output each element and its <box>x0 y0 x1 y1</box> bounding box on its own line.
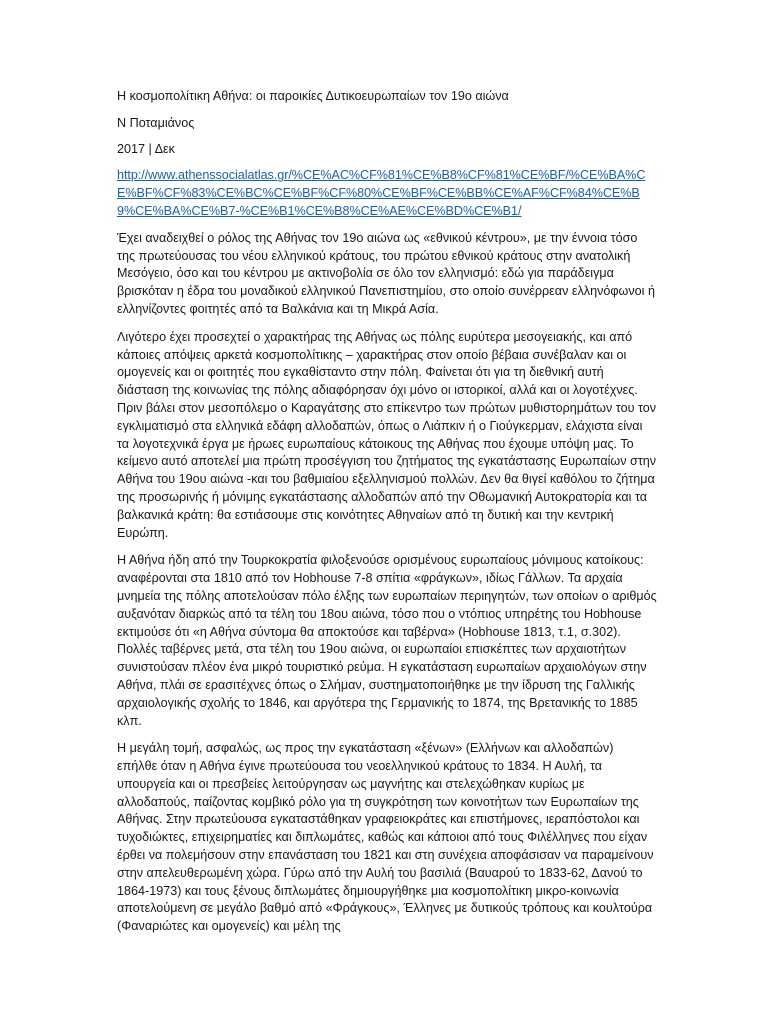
paragraph-1: Έχει αναδειχθεί ο ρόλος της Αθήνας τον 19ο αιώνα ως «εθνικού κέντρου», με την έννοια τόσο της πρωτεύουσας του νέου ελληνικού κράτους, του πρώτου εθνικού κράτους στην ανατολική Μεσόγειο, όσο και του κέντρου με ακτινοβολία σε όλο τον ελληνισμό: εδώ για παράδειγμα βρισκόταν η έδρα του μοναδικού ελληνικού Πανεπιστημίου, στο οποίο συνέρρεαν ελληνόφωνοι ή ελληνίζοντες φοιτητές από τα Βαλκάνια και τη Μικρά Ασία. <box>117 230 655 316</box>
paragraph-3: Η Αθήνα ήδη από την Τουρκοκρατία φιλοξενούσε ορισμένους ευρωπαίους μόνιμους κατοίκους: αναφέρονται στα 1810 από τον Hobhouse 7-8 σπίτια «φράγκων», ιδίως Γάλλων. Τα αρχαία μνημεία της πόλης αποτελούσαν πόλο έλξης των ευρωπαίων περιηγητών, των οποίων ο αριθμός αυξανόταν διαρκώς από τα τέλη του 18ου αιώνα, τόσο που ο ντόπιος υπηρέτης του Hobhouse εκτιμούσε ότι «η Αθήνα σύντομα θα αποκτούσε και ταβέρνα» (Hobhouse 1813, τ.1, σ.302). Πολλές ταβέρνες μετά, στα τέλη του 19ου αιώνα, οι ευρωπαίοι επισκέπτες των αρχαιοτήτων συνιστούσαν πλέον ένα μικρό τουριστικό ρεύμα. Η εγκατάσταση ευρωπαίων αρχαιολόγων στην Αθήνα, πλάι σε ερασιτέχνες όπως ο Σλήμαν, συστηματοποιήθηκε με την ίδρυση της Γαλλικής αρχαιολογικής σχολής το 1846, και αργότερα της Γερμανικής το 1874, της Βρετανικής το 1885 κλπ. <box>117 553 657 728</box>
document-page <box>117 88 657 946</box>
paragraph-2: Λιγότερο έχει προσεχτεί ο χαρακτήρας της Αθήνας ως πόλης ευρύτερα μεσογειακής, και από κάποιες απόψεις αρκετά κοσμοπολίτικης – χαρακτήρας στον οποίο βέβαια συνέβαλαν και οι ομογενείς και οι φοιτητές που εγκαθίσταντο στην πόλη. Φαίνεται ότι για τη διεθνική αυτή διάσταση της κοινωνίας της πόλης αδιαφόρησαν όχι μόνο οι ιστορικοί, αλλά και οι λογοτέχνες. Πριν βάλει στον μεσοπόλεμο ο Καραγάτσης στο επίκεντρο των πρώτων μυθιστορημάτων του τον εγκλιματισμό στα ελληνικά εδάφη αλλοδαπών, όπως ο Λιάπκιν ή ο Γιούγκερμαν, ελάχιστα είναι τα λογοτεχνικά έργα με ήρωες ευρωπαίους κάτοικους της Αθήνας που έχουμε υπόψη μας. Το κείμενο αυτό αποτελεί μια πρώτη προσέγγιση του ζητήματος της εγκατάστασης Ευρωπαίων στην Αθήνα του 19ου αιώνα -και του βαθμιαίου εξελληνισμού πολλών. Δεν θα θιγεί καθόλου το ζήτημα της προσωρινής ή μόνιμης εγκατάστασης αλλοδαπών από την Οθωμανική Αυτοκρατορία και τα βαλκανικά κράτη: θα εστιάσουμε στις κοινότητες Αθηναίων από τη δυτική και την κεντρική Ευρώπη. <box>117 329 657 540</box>
document-date: 2017 | Δεκ <box>117 141 175 156</box>
source-link[interactable]: http://www.athenssocialatlas.gr/%CE%AC%CF%81%CE%B8%CF%81%CE%BF/%CE%BA%CE%BF%CF%83%CE%BC%CE%BF%CF%80%CE%BF%CE%BB%CE%AF%CF%84%CE%B9%CE%BA%CE%B7-%CE%B1%CE%B8%CE%AE%CE%BD%CE%B1/ <box>117 168 646 218</box>
document-author: Ν Ποταμιάνος <box>117 115 195 130</box>
document-title: Η κοσμοπολίτικη Αθήνα: οι παροικίες Δυτικοευρωπαίων τον 19ο αιώνα <box>117 89 509 103</box>
paragraph-4: Η μεγάλη τομή, ασφαλώς, ως προς την εγκατάσταση «ξένων» (Ελλήνων και αλλοδαπών) επήλθε όταν η Αθήνα έγινε πρωτεύουσα του νεοελληνικού κράτους το 1834. Η Αυλή, τα υπουργεία και οι πρεσβείες λειτούργησαν ως μαγνήτης και στελεχώθηκαν κυρίως με αλλοδαπούς, παίζοντας κομβικό ρόλο για τη συγκρότηση των κοινοτήτων των Ευρωπαίων της Αθήνας. Στην πρωτεύουσα εγκαταστάθηκαν γραφειοκράτες και επιστήμονες, ιεραπόστολοι και τυχοδιώκτες, επιχειρηματίες και διπλωμάτες, καθώς και κάποιοι από τους Φιλέλληνες που είχαν έρθει να πολεμήσουν στην επανάσταση του 1821 και στη συνέχεια αποφάσισαν να παραμείνουν στην απελευθερωμένη χώρα. Γύρω από την Αυλή του βασιλιά (Βαυαρού το 1833-62, Δανού το 1864-1973) και τους ξένους διπλωμάτες δημιουργήθηκε μια κοσμοπολίτικη μικρο-κοινωνία αποτελούμενη σε μεγάλο βαθμό από «Φράγκους», Έλληνες με δυτικούς τρόπους και κουλτούρα (Φαναριώτες και ομογενείς) και μέλη της <box>117 741 654 934</box>
